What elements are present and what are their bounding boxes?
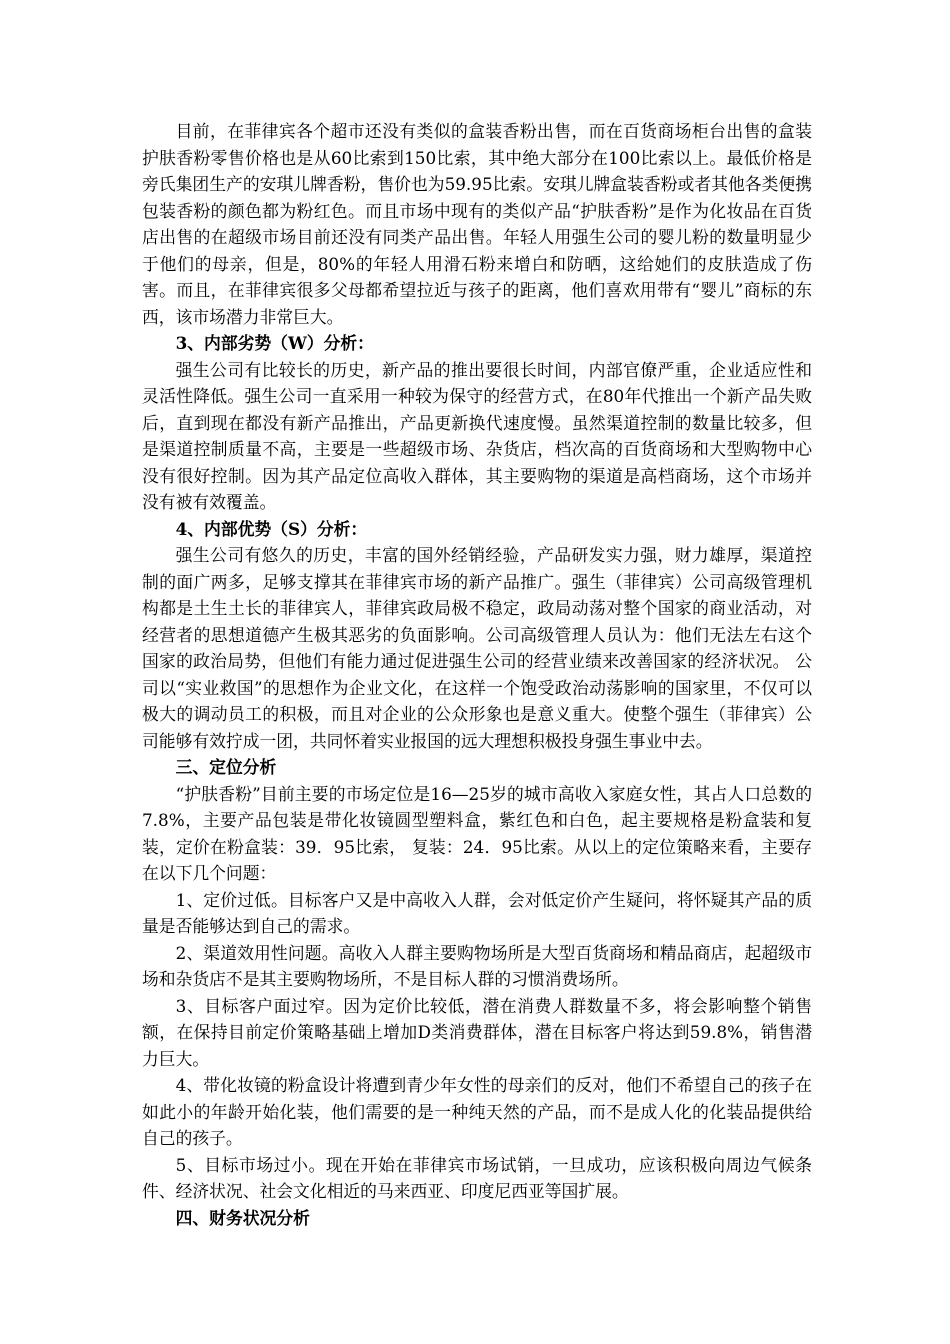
list-item-packaging: 4、带化妆镜的粉盒设计将遭到青少年女性的母亲们的反对，他们不希望自己的孩子在如此小的年龄开始化装，他们需要的是一种纯天然的产品，而不是成人化的化装品提供给自己的孩子。 [142,1075,812,1148]
heading-internal-strength: 4、内部优势（S）分析： [175,518,368,539]
list-item-target-market: 5、目标市场过小。现在开始在菲律宾市场试销，一旦成功，应该积极向周边气候条件、经济状况、社会文化相近的马来西亚、印度尼西亚等国扩展。 [142,1154,812,1201]
list-item-pricing: 1、定价过低。目标客户又是中高收入人群，会对低定价产生疑问，将怀疑其产品的质量是否能够达到自己的需求。 [142,889,812,936]
document-page [142,118,812,1231]
heading-internal-weakness: 3、内部劣势（W）分析： [175,333,374,353]
list-item-channel: 2、渠道效用性问题。高收入人群主要购物场所是大型百货商场和精品商店，起超级市场和杂货店不是其主要购物场所，不是目标人群的习惯消费场所。 [142,942,812,989]
list-item-target-customers: 3、目标客户面过窄。因为定价比较低，潜在消费人群数量不多，将会影响整个销售额，在保持目前定价策略基础上增加D类消费群体，潜在目标客户将达到59.8%，销售潜力巨大。 [142,995,812,1069]
body-paragraph-market-status: 目前，在菲律宾各个超市还没有类似的盒装香粉出售，而在百货商场柜台出售的盒装护肤香粉零售价格也是从60比索到150比索，其中绝大部分在100比索以上。最低价格是旁氏集团生产的安琪儿牌香粉，售价也为59.95比索。安琪儿牌盒装香粉或者其他各类便携包装香粉的颜色都为粉红色。而且市场中现有的类似产品“护肤香粉”是作为化妆品在百货店出售的在超级市场目前还没有同类产品出售。年轻人用强生公司的婴儿粉的数量明显少于他们的母亲，但是，80%的年轻人用滑石粉来增白和防晒，这给她们的皮肤造成了伤害。而且，在菲律宾很多父母都希望拉近与孩子的距离，他们喜欢用带有“婴儿”商标的东西，该市场潜力非常巨大。 [142,121,812,327]
body-paragraph-weakness: 强生公司有比较长的历史，新产品的推出要很长时间，内部官僚严重，企业适应性和灵活性降低。强生公司一直采用一种较为保守的经营方式，在80年代推出一个新产品失败后，直到现在都没有新产品推出，产品更新换代速度慢。虽然渠道控制的数量比较多，但是渠道控制质量不高，主要是一些超级市场、杂货店，档次高的百货商场和大型购物中心没有很好控制。因为其产品定位高收入群体，其主要购物的渠道是高档商场，这个市场并没有被有效覆盖。 [142,359,812,512]
heading-positioning-analysis: 三、定位分析 [175,757,277,777]
body-paragraph-strength: 强生公司有悠久的历史，丰富的国外经销经验，产品研发实力强，财力雄厚，渠道控制的面广两多，足够支撑其在菲律宾市场的新产品推广。强生（菲律宾）公司高级管理机构都是土生土长的菲律宾人，菲律宾政局极不稳定，政局动荡对整个国家的商业活动，对经营者的思想道德产生极其恶劣的负面影响。公司高级管理人员认为：他们无法左右这个国家的政治局势，但他们有能力通过促进强生公司的经营业绩来改善国家的经济状况。 公司以“实业救国”的思想作为企业文化，在这样一个饱受政治动荡影响的国家里，不仅可以极大的调动员工的积极，而且对企业的公众形象也是意义重大。使整个强生（菲律宾）公司能够有效拧成一团，共同怀着实业报国的远大理想积极投身强生事业中去。 [142,545,812,751]
body-paragraph-positioning: “护肤香粉”目前主要的市场定位是16—25岁的城市高收入家庭女性，其占人口总数的7.8%，主要产品包装是带化妆镜圆型塑料盒，紫红色和白色，起主要规格是粉盒装和复装，定价在粉盒装：39．95比索， 复装：24．95比索。从以上的定位策略来看，主要存在以下几个问题： [142,783,812,883]
heading-financial-analysis: 四、财务状况分析 [175,1207,310,1228]
